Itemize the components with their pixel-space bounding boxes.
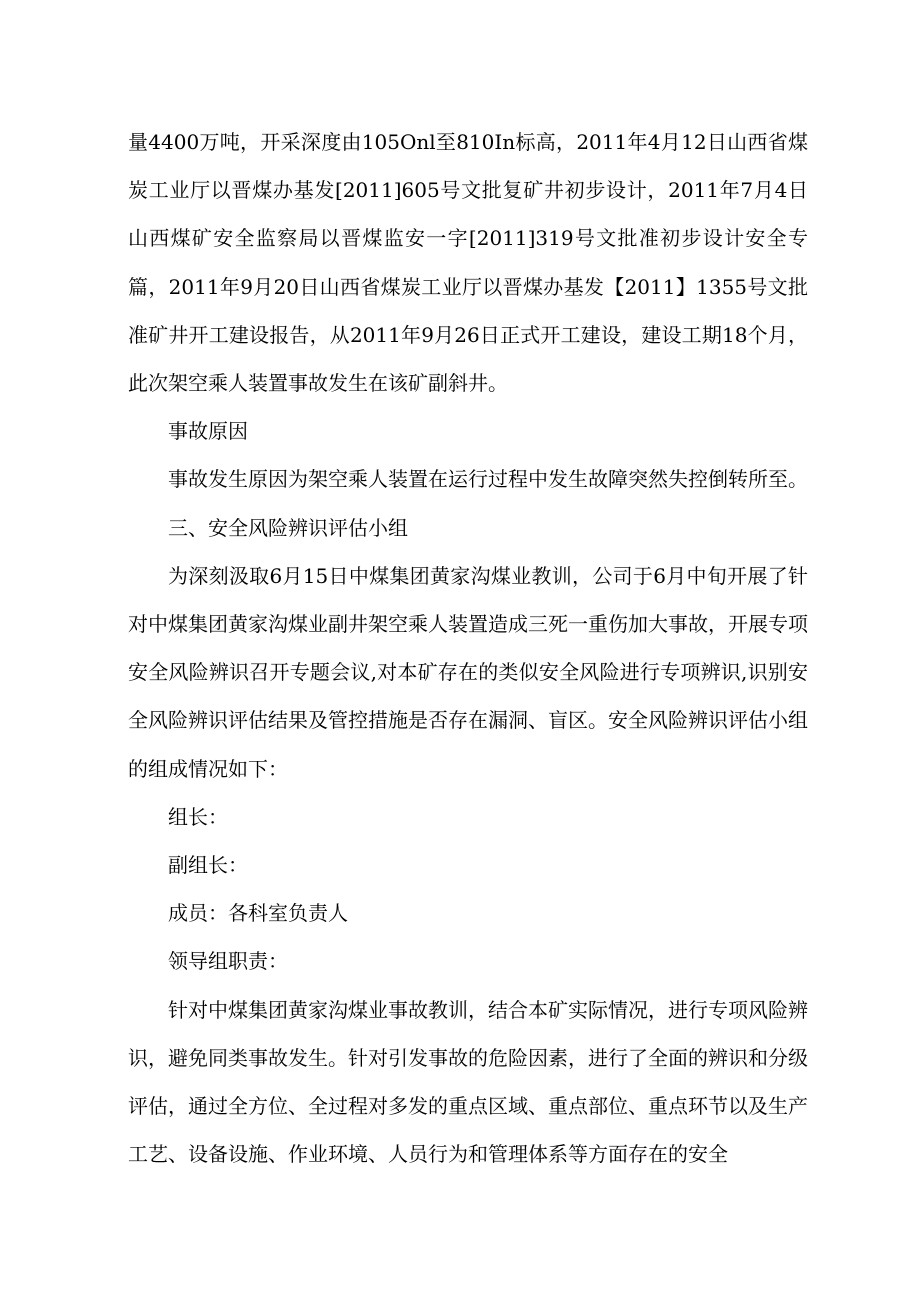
paragraph-mine-background: 量4400万吨，开采深度由105Onl至810In标高，2011年4月12日山西省煤炭工业厅以晋煤办基发[2011]605号文批复矿井初步设计，2011年7月4日山西煤矿安全监察局以晋煤监安一字[2011]319号文批准初步设计安全专篇，2011年9月20日山西省煤炭工业厅以晋煤办基发【2011】1355号文批准矿井开工建设报告，从2011年9月26日正式开工建设，建设工期18个月，此次架空乘人装置事故发生在该矿副斜井。 (128, 130, 808, 396)
label-members: 成员：各科室负责人 (168, 901, 348, 926)
label-deputy-leader: 副组长： (168, 853, 248, 878)
label-group-duties: 领导组职责： (168, 949, 288, 974)
label-group-leader: 组长： (168, 804, 228, 829)
heading-accident-cause: 事故原因 (168, 419, 248, 444)
heading-risk-assessment-group: 三、安全风险辨识评估小组 (168, 515, 408, 540)
document-body (128, 118, 808, 1178)
paragraph-accident-cause: 事故发生原因为架空乘人装置在运行过程中发生故障突然失控倒转所至。 (168, 467, 808, 492)
paragraph-group-duties: 针对中煤集团黄家沟煤业事故教训，结合本矿实际情况，进行专项风险辨识，避免同类事故发生。针对引发事故的危险因素，进行了全面的辨识和分级评估，通过全方位、全过程对多发的重点区域、重点部位、重点环节以及生产工艺、设备设施、作业环境、人员行为和管理体系等方面存在的安全 (128, 997, 808, 1167)
paragraph-group-purpose: 为深刻汲取6月15日中煤集团黄家沟煤业教训，公司于6月中旬开展了针对中煤集团黄家沟煤业副井架空乘人装置造成三死一重伤加大事故，开展专项安全风险辨识召开专题会议,对本矿存在的类似安全风险进行专项辨识,识别安全风险辨识评估结果及管控措施是否存在漏洞、盲区。安全风险辨识评估小组的组成情况如下： (128, 563, 808, 781)
